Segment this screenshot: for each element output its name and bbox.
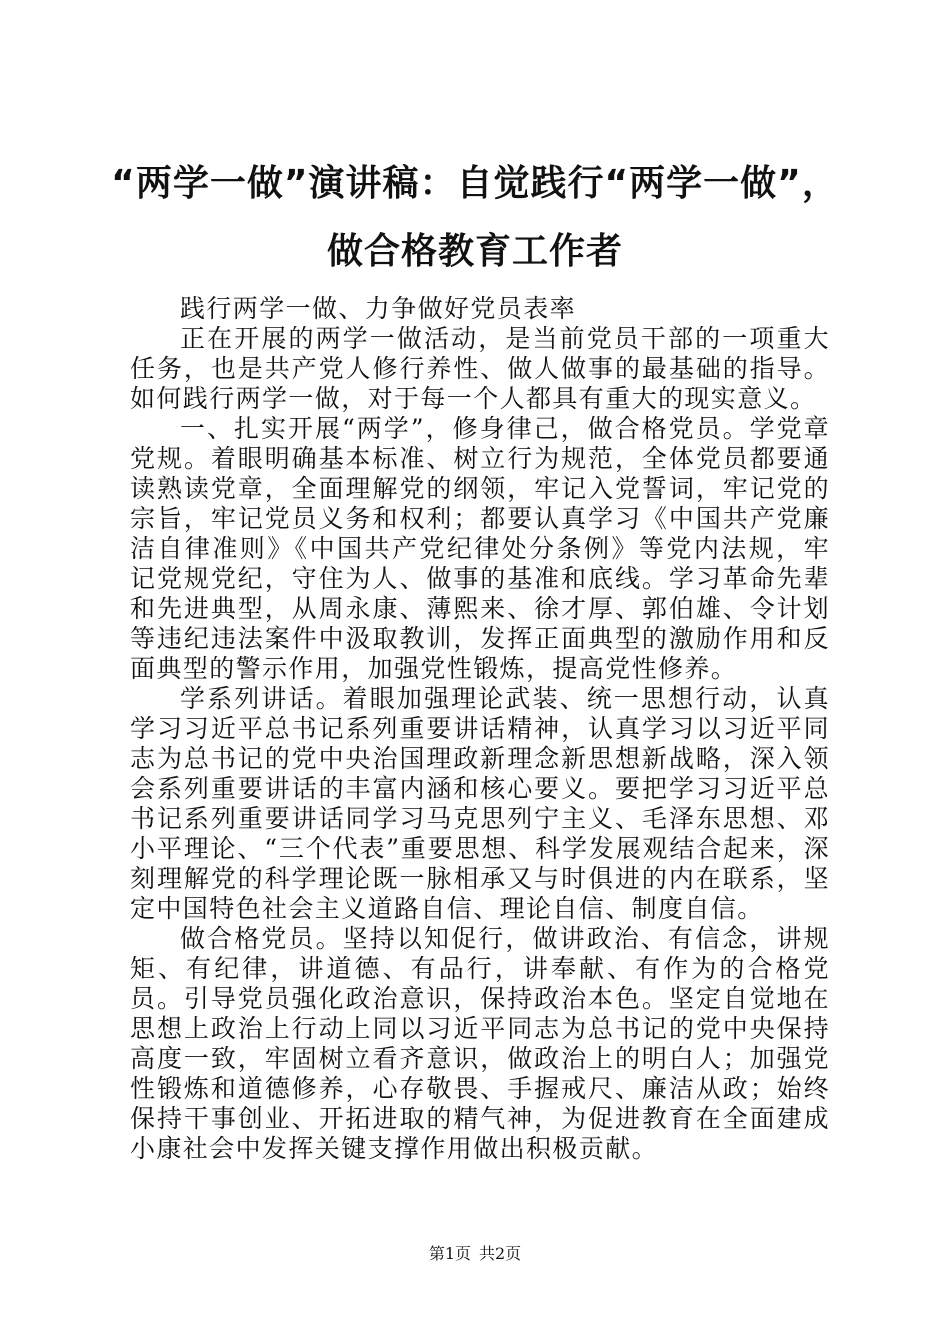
document-title-line-2: 做合格教育工作者 xyxy=(326,231,623,272)
page-footer xyxy=(0,1244,950,1264)
paragraph-study-party-rules: 一、扎实开展“两学”，修身律己，做合格党员。学党章党规。着眼明确基本标准、树立行为规范，全体党员都要通读熟读党章，全面理解党的纲领，牢记入党誓词，牢记党的宗旨，牢记党员义务和权利；都要认真学习《中国共产党廉洁自律准则》《中国共产党纪律处分条例》等党内法规，牢记党规党纪，守住为人、做事的基准和底线。学习革命先辈和先进典型，从周永康、薄熙来、徐才厚、郭伯雄、令计划等违纪违法案件中汲取教训，发挥正面典型的激励作用和反面典型的警示作用，加强党性锻炼，提高党性修养。 xyxy=(130,414,830,683)
document-title-line-1: “两学一做”演讲稿：自觉践行“两学一做”， xyxy=(111,163,839,204)
document-body xyxy=(130,294,830,1164)
page-total: 共2页 xyxy=(479,1244,522,1263)
paragraph-intro: 正在开展的两学一做活动，是当前党员干部的一项重大任务，也是共产党人修行养性、做人做事的最基础的指导。如何践行两学一做，对于每一个人都具有重大的现实意义。 xyxy=(130,324,830,413)
page-number: 第1页 xyxy=(428,1244,471,1263)
paragraph-qualified-member: 做合格党员。坚持以知促行，做讲政治、有信念，讲规矩、有纪律，讲道德、有品行，讲奉献、有作为的合格党员。引导党员强化政治意识，保持政治本色。坚定自觉地在思想上政治上行动上同以习近平同志为总书记的党中央保持高度一致，牢固树立看齐意识，做政治上的明白人；加强党性锻炼和道德修养，心存敬畏、手握戒尺、廉洁从政；始终保持干事创业、开拓进取的精气神，为促进教育在全面建成小康社会中发挥关键支撑作用做出积极贡献。 xyxy=(130,924,830,1163)
paragraph-subtitle: 践行两学一做、力争做好党员表率 xyxy=(180,294,577,323)
paragraph-study-speeches: 学系列讲话。着眼加强理论武装、统一思想行动，认真学习习近平总书记系列重要讲话精神，认真学习以习近平同志为总书记的党中央治国理政新理念新思想新战略，深入领会系列重要讲话的丰富内涵和核心要义。要把学习习近平总书记系列重要讲话同学习马克思列宁主义、毛泽东思想、邓小平理论、“三个代表”重要思想、科学发展观结合起来，深刻理解党的科学理论既一脉相承又与时俱进的内在联系，坚定中国特色社会主义道路自信、理论自信、制度自信。 xyxy=(130,684,830,923)
